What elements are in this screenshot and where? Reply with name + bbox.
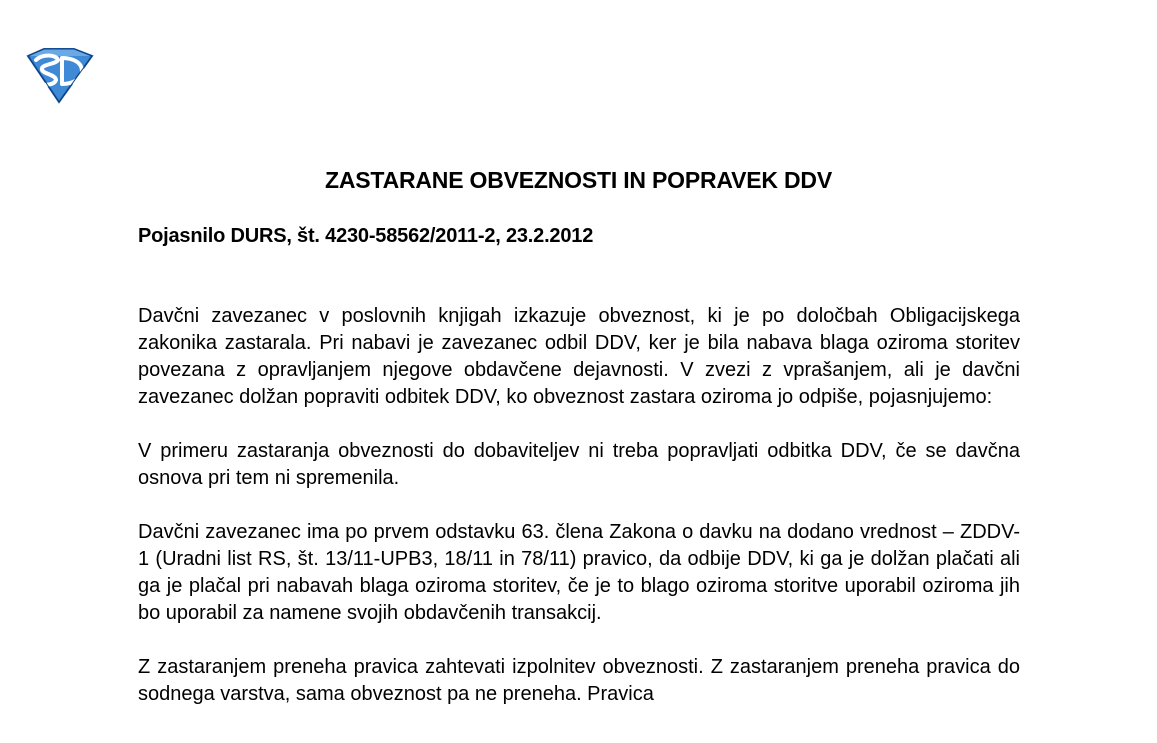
paragraph-4: Z zastaranjem preneha pravica zahtevati izpolnitev obveznosti. Z zastaranjem preneha pravica do sodnega varstva, sama obveznost pa ne preneha. Pravica [138, 656, 1020, 705]
document-title: ZASTARANE OBVEZNOSTI IN POPRAVEK DDV [325, 167, 832, 193]
document-subtitle: Pojasnilo DURS, št. 4230-58562/2011-2, 23.2.2012 [138, 225, 594, 247]
sd-logo [22, 48, 96, 104]
paragraph-3: Davčni zavezanec ima po prvem odstavku 63. člena Zakona o davku na dodano vrednost – ZDDV-1 (Uradni list RS, št. 13/11-UPB3, 18/11 in 78/11) pravico, da odbije DDV, ki ga je dolžan plačati ali ga je plačal pri nabavah blaga oziroma storitev, če je to blago oziroma storitve uporabil oziroma jih bo uporabil za namene svojih obdavčenih transakcij. [138, 521, 1020, 624]
diamond-shield-logo-icon [22, 48, 96, 104]
document-body [138, 303, 1020, 735]
paragraph-1: Davčni zavezanec v poslovnih knjigah izkazuje obveznost, ki je po določbah Obligacijskega zakonika zastarala. Pri nabavi je zavezanec odbil DDV, ker je bila nabava blaga oziroma storitev povezana z opravljanjem njegove obdavčene dejavnosti. V zvezi z vprašanjem, ali je davčni zavezanec dolžan popraviti odbitek DDV, ko obveznost zastara oziroma jo odpiše, pojasnjujemo: [138, 305, 1020, 408]
paragraph-2: V primeru zastaranja obveznosti do dobaviteljev ni treba popravljati odbitka DDV, če se davčna osnova pri tem ni spremenila. [138, 440, 1020, 489]
